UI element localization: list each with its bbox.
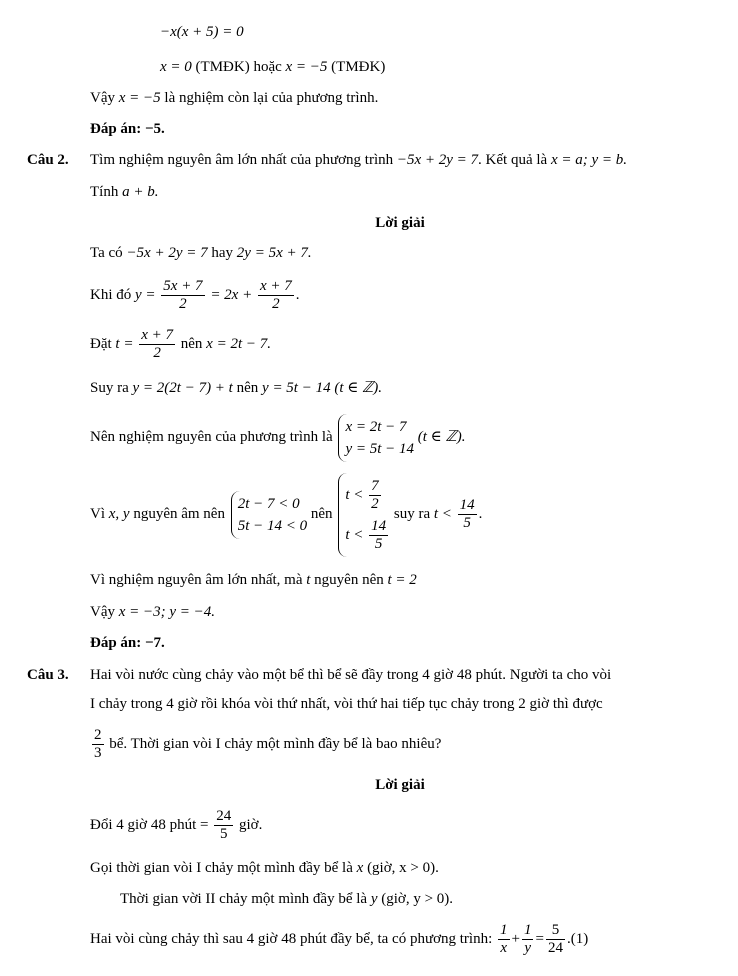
denominator: y [524,940,532,957]
denominator: 2 [179,296,187,313]
step-3 [90,325,271,363]
fraction [369,478,381,513]
equation: t = [115,336,134,352]
equation: (t ∈ ℤ). [417,429,466,445]
text: . [295,287,300,303]
answer-1: Đáp án: −5. [90,121,165,137]
variables: x, y [108,506,130,522]
step-7 [90,570,417,590]
system-row: 2t − 7 < 0 [237,495,300,512]
equation: t < [433,506,452,522]
step-5 [90,413,465,462]
text: Đặt [90,336,112,352]
numerator: 2 [94,727,102,744]
text: . Kết quả là [478,152,548,168]
equation: 2y = 5x + 7. [236,245,312,261]
fraction [214,808,233,843]
equation: x = −3; y = −4. [118,604,216,620]
text: nên [236,380,259,396]
text: Đổi 4 giờ 48 phút = [90,817,209,833]
solution-title-2: Lời giải [375,777,425,793]
text: Nên nghiệm nguyên của phương trình là [90,429,333,445]
text: Ta có [90,245,123,261]
fraction [369,518,388,553]
text: nguyên âm nên [133,506,225,522]
denominator: 5 [374,535,383,552]
text: . [478,506,483,522]
equation: x = −5 [285,59,328,75]
conclusion-1 [90,88,378,108]
step-2 [90,276,300,314]
fraction [139,327,175,362]
step-4 [90,378,382,398]
variable: x [356,860,364,876]
equation-system [338,414,414,462]
equation: y = [135,287,156,303]
text: Tìm nghiệm nguyên âm lớn nhất của phương trình [90,152,394,168]
fraction [258,278,294,313]
denominator: 3 [94,745,102,762]
text: Vậy [90,604,115,620]
equation: y = 2(2t − 7) + t [132,380,233,396]
question-2-text [90,150,627,170]
system-row: 5t − 14 < 0 [237,517,308,534]
variable: t [306,572,311,588]
denominator: 24 [547,940,563,957]
denominator: 5 [463,515,471,532]
step-1 [90,243,312,263]
system-row [345,515,390,555]
variable: y [370,891,378,907]
denominator: 2 [153,345,161,362]
text: Vì nghiệm nguyên âm lớn nhất, mà [90,572,303,588]
equation: y = 5t − 14 (t ∈ ℤ). [262,380,383,396]
text: Vậy [90,90,115,106]
equation: −x(x + 5) = 0 [160,24,244,40]
question-2-line-2 [90,182,158,202]
numerator: 14 [459,497,475,514]
fraction [498,922,510,957]
text: Gọi thời gian vòi I chảy một mình đầy bể là [90,860,353,876]
fraction [458,497,477,532]
text: là nghiệm còn lại của phương trình. [164,90,379,106]
text: bể. Thời gian vòi I chảy một mình đầy bể là bao nhiêu? [109,736,442,752]
text: hay [211,245,234,261]
answer-2: Đáp án: −7. [90,635,165,651]
inequality-system [231,491,307,539]
system-row: y = 5t − 14 [345,440,415,457]
question-3-line-1: Hai vòi nước cùng chảy vào một bể thì bể sẽ đầy trong 4 giờ 48 phút. Người ta cho vòi [90,667,612,683]
text: nên [310,506,333,522]
equation-tag: .(1) [566,931,589,947]
denominator: 2 [371,495,379,512]
text: suy ra [393,506,431,522]
question-2-label: Câu 2. [27,152,69,168]
operator: + [511,931,520,947]
eq-line-1 [160,22,244,42]
step-q3-1 [90,806,262,844]
equation: a + b. [122,184,159,200]
numerator: x + 7 [259,278,292,295]
system-row [345,475,390,515]
text: nguyên nên [314,572,384,588]
note: (TMĐK) [331,59,386,75]
equation: −5x + 2y = 7 [126,245,208,261]
question-3-line-2: I chảy trong 4 giờ rồi khóa vòi thứ nhất, vòi thứ hai tiếp tục chảy trong 2 giờ thì được [90,696,603,712]
numerator: 1 [500,922,508,939]
system-row: x = 2t − 7 [345,418,407,435]
numerator: 1 [523,922,532,939]
numerator: 5x + 7 [163,278,203,295]
text: giờ. [238,817,263,833]
equation: x = 2t − 7. [206,336,271,352]
fraction [161,278,204,313]
denominator: 5 [219,826,228,843]
step-q3-2 [90,858,439,878]
step-q3-3 [120,889,453,909]
text: Tính [90,184,119,200]
equation: t = 2 [387,572,417,588]
fraction [92,727,104,762]
numerator: 5 [546,922,565,940]
equation: = 2x + [210,287,253,303]
step-6 [90,472,482,557]
numerator: 7 [371,477,379,494]
equation: t < [345,486,364,503]
numerator: x + 7 [141,327,173,344]
equation: x = −5 [118,90,161,106]
equation: −5x + 2y = 7 [396,152,479,168]
step-8 [90,602,215,622]
equation: t < [345,526,364,543]
fraction [546,922,565,957]
text: hoặc [253,59,282,75]
condition: (giờ, x > 0). [367,860,439,876]
inequality-system [338,473,390,557]
step-q3-4 [90,920,588,958]
fraction [522,922,534,957]
equation: x = 0 [160,59,192,75]
numerator: 14 [371,517,387,534]
eq-line-2 [160,57,385,77]
text: Suy ra [90,380,129,396]
text: Thời gian vời II chảy một mình đầy bể là [120,891,368,907]
condition: (giờ, y > 0). [381,891,454,907]
text: Hai vòi cùng chảy thì sau 4 giờ 48 phút đầy bể, ta có phương trình: [90,931,493,947]
text: Khi đó [90,287,132,303]
denominator: x [500,940,508,957]
note: (TMĐK) [195,59,250,75]
text: nên [180,336,203,352]
solution-title: Lời giải [375,215,425,231]
denominator: 2 [272,296,280,313]
question-3-label: Câu 3. [27,667,69,683]
text: Vì [90,506,105,522]
operator: = [535,931,544,947]
equation: x = a; y = b. [550,152,627,168]
question-3-line-3 [90,725,441,763]
numerator: 24 [216,808,232,825]
